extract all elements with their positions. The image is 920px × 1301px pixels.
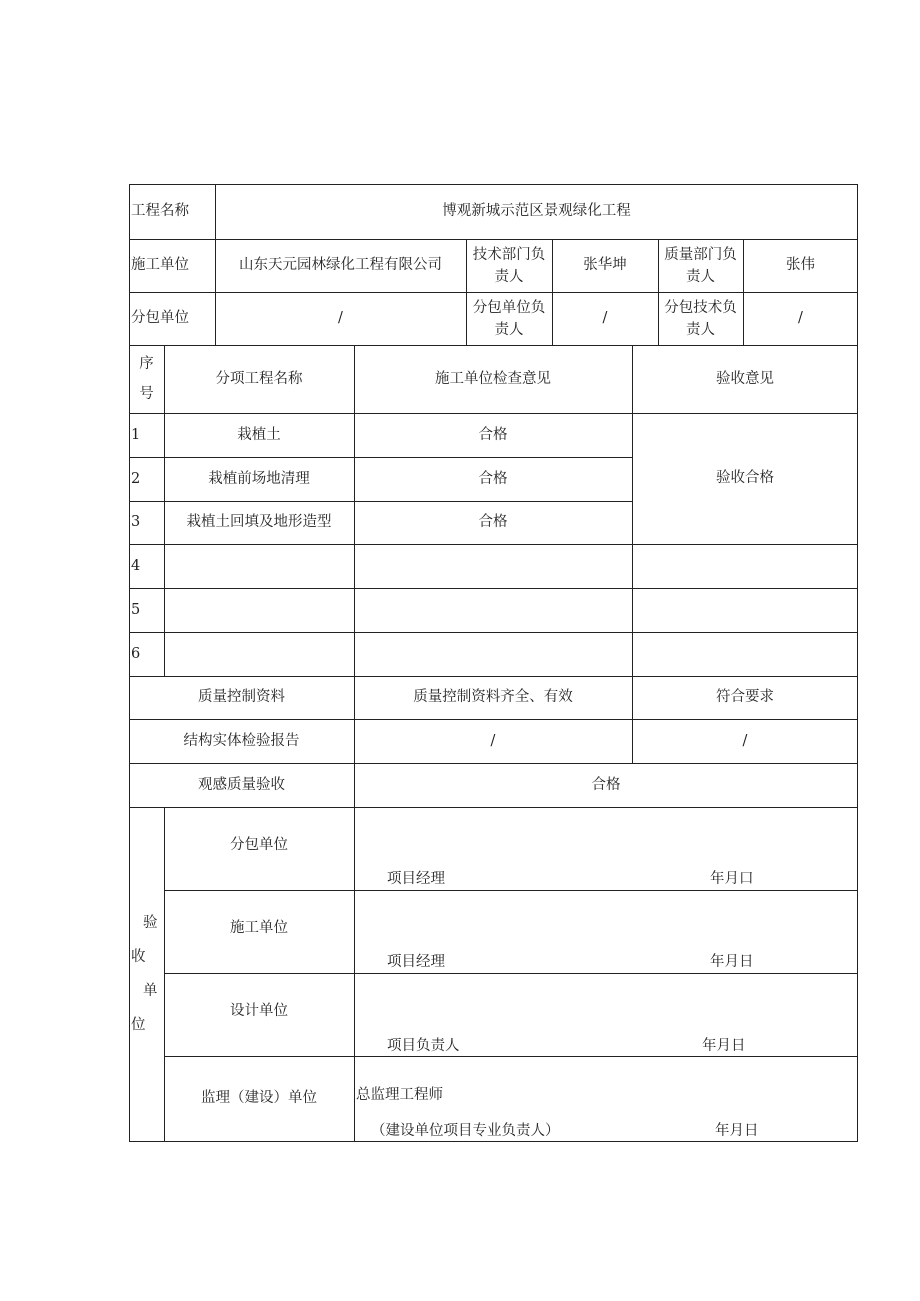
line bbox=[129, 544, 858, 545]
row-seq: 2 bbox=[131, 470, 141, 487]
sub-unit-label: 分包单位 bbox=[131, 310, 189, 326]
line bbox=[129, 588, 858, 589]
signoff-role: 项目经理 bbox=[387, 871, 445, 887]
row-seq: 5 bbox=[131, 601, 141, 618]
signoff-role: 项目负责人 bbox=[387, 1038, 460, 1054]
col-seq-header: 序号 bbox=[139, 356, 154, 402]
row-seq: 6 bbox=[131, 645, 141, 662]
signoff-group-char: 位 bbox=[131, 1017, 146, 1033]
appearance-label: 观感质量验收 bbox=[198, 776, 285, 793]
sub-tech-head-label: 分包技术负责人 bbox=[664, 299, 737, 338]
sub-tech-head-value: / bbox=[798, 310, 803, 326]
col-accept-header: 验收意见 bbox=[716, 370, 774, 387]
row-item-name: 栽植土 bbox=[237, 426, 281, 443]
row-seq: 4 bbox=[131, 557, 141, 574]
contractor-label: 施工单位 bbox=[131, 257, 189, 273]
acceptance-record-table bbox=[129, 184, 858, 1142]
row-seq: 1 bbox=[131, 426, 141, 443]
signoff-date: 年月日 bbox=[710, 954, 754, 970]
signoff-role: 项目经理 bbox=[387, 954, 445, 970]
structure-report-accept: / bbox=[742, 732, 748, 749]
sub-unit-value: / bbox=[338, 310, 343, 326]
signoff-unit-name: 分包单位 bbox=[230, 837, 288, 853]
signoff-group-char: 单 bbox=[143, 983, 158, 999]
tech-head-label: 技术部门负责人 bbox=[472, 246, 546, 285]
row-item-name: 栽植前场地清理 bbox=[208, 470, 310, 487]
row-seq: 3 bbox=[131, 514, 141, 530]
quality-docs-accept: 符合要求 bbox=[716, 689, 774, 705]
structure-report-label: 结构实体检验报告 bbox=[183, 732, 300, 749]
signoff-date: 年月日 bbox=[715, 1123, 759, 1139]
signoff-role: （建设单位项目专业负责人） bbox=[371, 1123, 560, 1139]
quality-head-label: 质量部门负责人 bbox=[664, 246, 737, 285]
quality-head-value: 张伟 bbox=[786, 257, 815, 273]
signoff-date: 年月日 bbox=[702, 1038, 746, 1054]
project-name-label: 工程名称 bbox=[131, 203, 189, 219]
project-name-value: 博观新城示范区景观绿化工程 bbox=[442, 203, 631, 219]
signoff-unit-name: 施工单位 bbox=[230, 920, 288, 936]
contractor-value: 山东天元园林绿化工程有限公司 bbox=[239, 257, 442, 273]
row-item-name: 栽植土回填及地形造型 bbox=[186, 514, 332, 530]
row-check-result: 合格 bbox=[478, 514, 508, 530]
signoff-date: 年月口 bbox=[710, 871, 754, 887]
signoff-unit-name: 监理（建设）单位 bbox=[201, 1090, 317, 1106]
signoff-role-top: 总监理工程师 bbox=[356, 1087, 443, 1103]
signoff-group-char: 验 bbox=[143, 915, 158, 931]
signoff-group-label bbox=[129, 807, 164, 1141]
col-name-header: 分项工程名称 bbox=[215, 370, 303, 387]
merged-accept-result: 验收合格 bbox=[716, 470, 774, 486]
sub-unit-head-label: 分包单位负责人 bbox=[472, 299, 546, 338]
line bbox=[129, 632, 858, 633]
signoff-group-char: 收 bbox=[131, 949, 146, 965]
row-check-result: 合格 bbox=[478, 426, 508, 443]
row-check-result: 合格 bbox=[478, 470, 508, 487]
quality-docs-check: 质量控制资料齐全、有效 bbox=[413, 689, 573, 705]
quality-docs-label: 质量控制资料 bbox=[198, 689, 285, 705]
appearance-result: 合格 bbox=[591, 776, 621, 793]
sub-unit-head-value: / bbox=[602, 310, 608, 326]
signoff-unit-name: 设计单位 bbox=[230, 1003, 288, 1019]
tech-head-value: 张华坤 bbox=[583, 257, 627, 273]
col-check-header: 施工单位检查意见 bbox=[435, 370, 551, 387]
structure-report-check: / bbox=[490, 732, 496, 749]
